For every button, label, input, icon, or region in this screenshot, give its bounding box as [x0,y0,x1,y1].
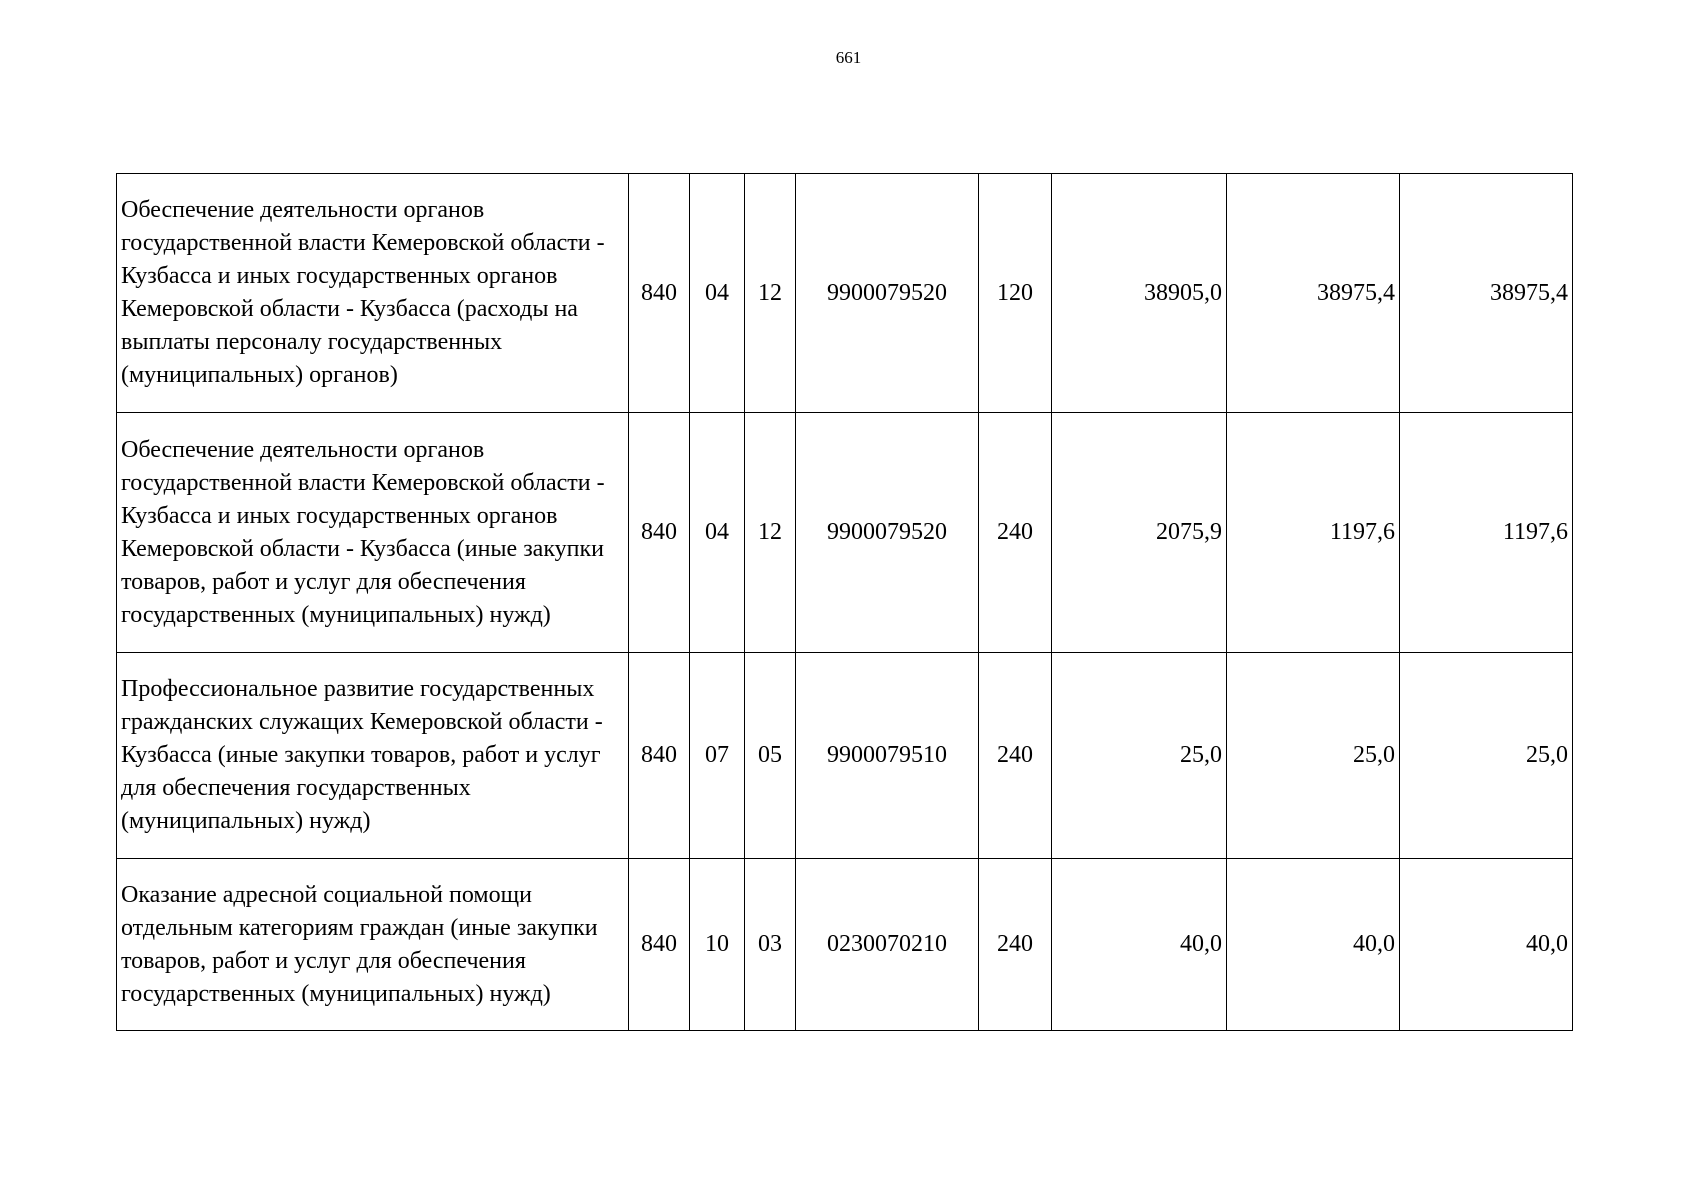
amount-2: 38975,4 [1227,174,1400,413]
amount-2: 1197,6 [1227,413,1400,653]
subsection-code: 12 [745,413,796,653]
amount-3: 25,0 [1400,653,1573,859]
subsection-code: 12 [745,174,796,413]
amount-3: 38975,4 [1400,174,1573,413]
ministry-code: 840 [629,174,690,413]
row-description: Профессиональное развитие государственных гражданских служащих Кемеровской области - Кузбасса (иные закупки товаров, работ и услуг для обеспечения государственных (муниципальных) нужд) [117,653,629,859]
expense-type-code: 120 [979,174,1052,413]
amount-2: 25,0 [1227,653,1400,859]
amount-1: 25,0 [1052,653,1227,859]
amount-1: 38905,0 [1052,174,1227,413]
section-code: 04 [690,413,745,653]
section-code: 10 [690,859,745,1031]
subsection-code: 03 [745,859,796,1031]
expense-type-code: 240 [979,653,1052,859]
ministry-code: 840 [629,413,690,653]
ministry-code: 840 [629,653,690,859]
amount-3: 40,0 [1400,859,1573,1031]
page-number: 661 [835,48,862,67]
section-code: 07 [690,653,745,859]
budget-table [116,173,1573,1031]
row-description: Оказание адресной социальной помощи отдельным категориям граждан (иные закупки товаров, работ и услуг для обеспечения государственных (муниципальных) нужд) [117,859,629,1031]
table-row [117,174,1573,413]
target-code: 0230070210 [796,859,979,1031]
amount-1: 40,0 [1052,859,1227,1031]
target-code: 9900079510 [796,653,979,859]
table-row [117,859,1573,1031]
row-description: Обеспечение деятельности органов государственной власти Кемеровской области - Кузбасса и иных государственных органов Кемеровской области - Кузбасса (расходы на выплаты персоналу государственных (муниципальных) органов) [117,174,629,413]
section-code: 04 [690,174,745,413]
table-row [117,413,1573,653]
ministry-code: 840 [629,859,690,1031]
target-code: 9900079520 [796,413,979,653]
table-row [117,653,1573,859]
expense-type-code: 240 [979,413,1052,653]
expense-type-code: 240 [979,859,1052,1031]
amount-3: 1197,6 [1400,413,1573,653]
row-description: Обеспечение деятельности органов государственной власти Кемеровской области - Кузбасса и иных государственных органов Кемеровской области - Кузбасса (иные закупки товаров, работ и услуг для обеспечения государственных (муниципальных) нужд) [117,413,629,653]
amount-2: 40,0 [1227,859,1400,1031]
subsection-code: 05 [745,653,796,859]
amount-1: 2075,9 [1052,413,1227,653]
target-code: 9900079520 [796,174,979,413]
